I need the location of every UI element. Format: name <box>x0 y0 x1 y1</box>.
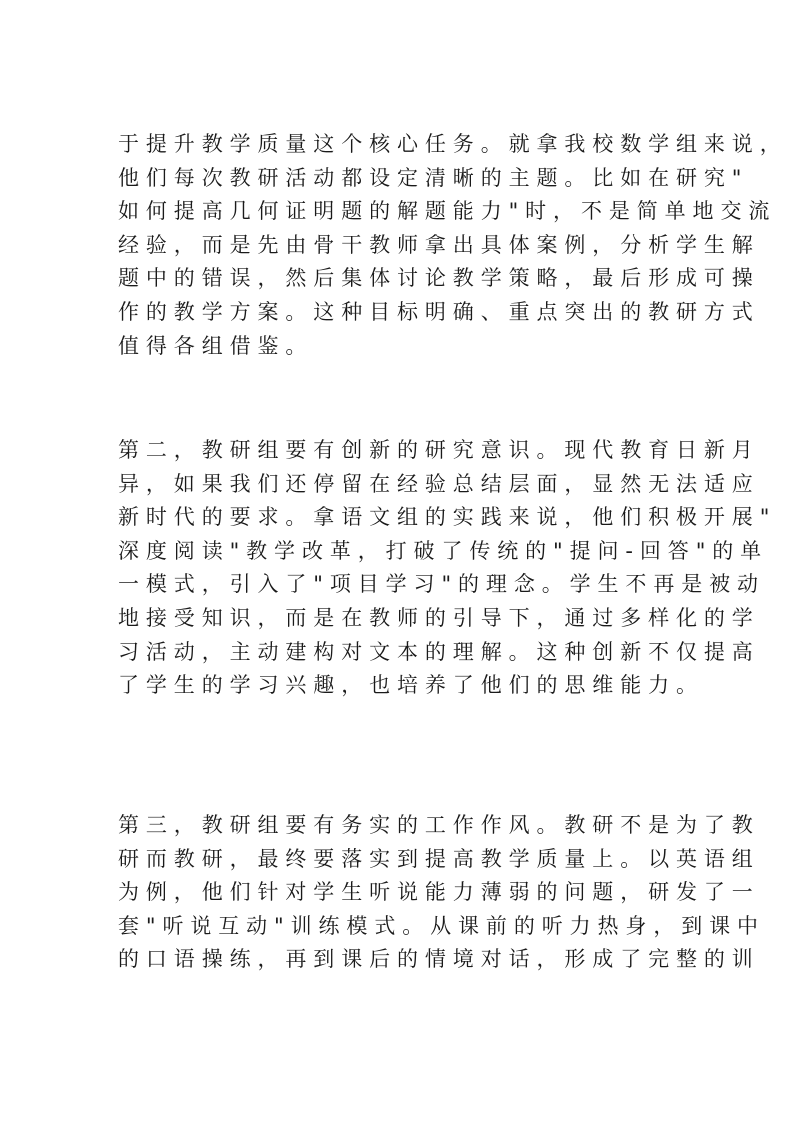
text-line: 如何提高几何证明题的解题能力"时，不是简单地交流 <box>118 199 777 224</box>
text-line: 深度阅读"教学改革，打破了传统的"提问-回答"的单 <box>118 538 769 563</box>
text-line: 为例，他们针对学生听说能力薄弱的问题，研发了一 <box>118 880 760 905</box>
text-line: 研而教研，最终要落实到提高教学质量上。以英语组 <box>118 846 760 871</box>
paragraph-teaching-quality <box>118 128 788 363</box>
text-line: 异，如果我们还停留在经验总结层面，显然无法适应 <box>118 471 760 496</box>
text-line: 地接受知识，而是在教师的引导下，通过多样化的学 <box>118 605 760 630</box>
paragraph-practical-style <box>118 809 765 977</box>
text-line: 经验，而是先由骨干教师拿出具体案例，分析学生解 <box>118 232 760 257</box>
text-line: 题中的错误，然后集体讨论教学策略，最后形成可操 <box>118 266 760 291</box>
paragraph-innovation <box>118 434 777 703</box>
text-line: 新时代的要求。拿语文组的实践来说，他们积极开展" <box>118 505 777 530</box>
text-line: 一模式，引入了"项目学习"的理念。学生不再是被动 <box>118 572 765 597</box>
text-line: 的口语操练，再到课后的情境对话，形成了完整的训 <box>118 947 760 972</box>
text-line: 他们每次教研活动都设定清晰的主题。比如在研究" <box>118 165 749 190</box>
text-line: 套"听说互动"训练模式。从课前的听力热身，到课中 <box>118 913 765 938</box>
text-line: 第三，教研组要有务实的工作作风。教研不是为了教 <box>118 813 760 837</box>
text-line: 值得各组借鉴。 <box>118 333 314 358</box>
text-line: 了学生的学习兴趣，也培养了他们的思维能力。 <box>118 673 704 698</box>
text-line: 作的教学方案。这种目标明确、重点突出的教研方式 <box>118 299 760 324</box>
text-line: 习活动，主动建构对文本的理解。这种创新不仅提高 <box>118 639 760 664</box>
text-line: 于提升教学质量这个核心任务。就拿我校数学组来说， <box>118 132 788 156</box>
text-line: 第二，教研组要有创新的研究意识。现代教育日新月 <box>118 438 760 462</box>
